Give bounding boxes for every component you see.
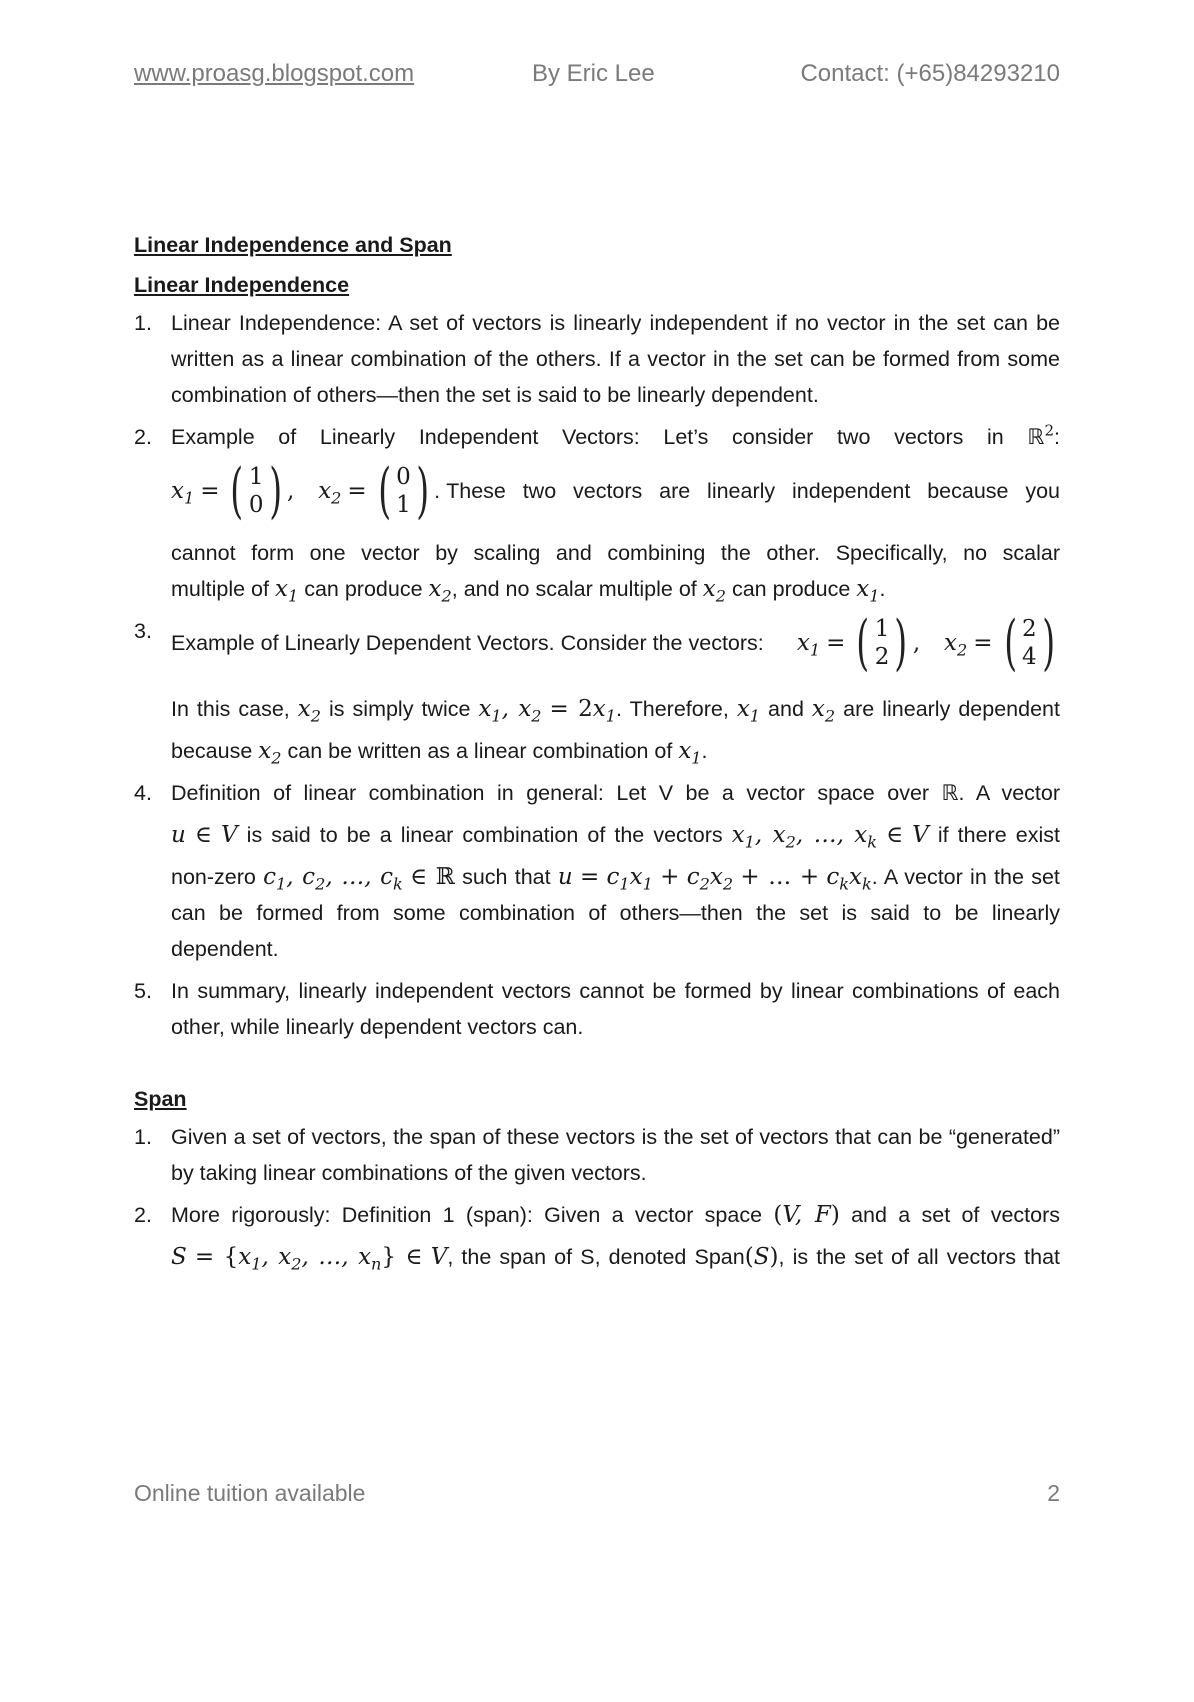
- list-item-text: More rigorously: Definition 1 (span): Given a vector space: [171, 1203, 763, 1227]
- list-item: 3. Example of Linearly Dependent Vectors. Consider the vectors: $x_1$ = ( 1 2 ) , $x_2$ = ( 2 4 ) In this case, $x_2$ is simply twice $x_1$, $x_2 = 2x_1$. Therefore, $x_1$ and $x_2$ are linearly dependent because $x_2$ can be written as a linear combination of $x_1$.: [134, 608, 1060, 768]
- list-item-text: multiple of: [171, 577, 269, 601]
- list-item-text: can be formed from some combination of others—then the set is said to be linearly dependent.: [171, 901, 1060, 961]
- section-heading-span: Span: [134, 1087, 187, 1111]
- list-item-text: because: [171, 739, 253, 763]
- list-item: 2. More rigorously: Definition 1 (span): Given a vector space (V, F) and a set of vectors $S = \{x_1$, $x_2$, …, $x_n$} ∈ V, the span of S, denoted Span(S), is the set of all vectors that: [134, 1197, 1060, 1275]
- list-item-text: In summary, linearly independent vectors cannot be formed by linear combinations of each other, while linearly dependent vectors can.: [171, 979, 1060, 1039]
- footer-note: Online tuition available: [134, 1480, 366, 1506]
- list-item-text: In this case,: [171, 697, 290, 721]
- document-body: [134, 227, 1060, 1281]
- list-number: 4.: [134, 781, 152, 805]
- list-item-text: Definition of linear combination in general: Let V be a vector space over ℝ. A vector: [171, 781, 1060, 805]
- list-number: 2.: [134, 1203, 152, 1227]
- span-list: [134, 1119, 1060, 1275]
- list-item: 4. Definition of linear combination in general: Let V be a vector space over ℝ. A vector u ∈ V is said to be a linear combination of the vectors $x_1$, $x_2$, …, $x_k$ ∈ V if there exist non-zero $c_1$, $c_2$, …, $c_k$ ∈ ℝ such that $u = c_1x_1 + c_2x_2$ + … + $c_kx_k$. A vector in the set can be formed from some combination of others—then the set is said to be linearly dependent.: [134, 775, 1060, 967]
- list-item: [134, 973, 1060, 1045]
- list-item-text: . A vector in the set: [871, 865, 1060, 889]
- list-number: 5.: [134, 979, 152, 1003]
- list-item: [134, 1119, 1060, 1191]
- list-item-text: and: [768, 697, 804, 721]
- section-heading-linear-independence: Linear Independence: [134, 273, 350, 297]
- list-item-text: , the span of S, denoted Span: [447, 1245, 745, 1269]
- list-item-text: can produce: [731, 577, 851, 601]
- page-number: 2: [1047, 1480, 1060, 1506]
- list-item-text: Given a set of vectors, the span of these vectors is the set of vectors that can be “generated” by taking linear combinations of the given vectors.: [171, 1125, 1060, 1185]
- vector-x2: ( 0 1 ): [377, 456, 429, 526]
- header-site-link[interactable]: www.proasg.blogspot.com: [134, 60, 415, 87]
- list-item: [134, 305, 1060, 413]
- list-item-text: is simply twice: [329, 697, 471, 721]
- vector-x1: ( 1 2 ): [856, 608, 908, 678]
- list-item-text: is said to be a linear combination of the vectors: [246, 823, 723, 847]
- list-item-text: are linearly dependent: [843, 697, 1060, 721]
- list-item-text: , and no scalar multiple of: [451, 577, 697, 601]
- list-number: 1.: [134, 311, 152, 335]
- document-title: Linear Independence and Span: [134, 233, 452, 257]
- list-item-text: and a set of vectors: [851, 1203, 1060, 1227]
- independent-vectors-equation: $x_1$ = ( 1 0 ) , $x_2$ = ( 0 1 ) . These two vectors are linearly independent because you: [171, 456, 1060, 526]
- list-item-text: non-zero: [171, 865, 256, 889]
- list-item-text: Linear Independence: A set of vectors is linearly independent if no vector in the set can be written as a linear combination of the others. If a vector in the set can be formed from some combination of others—then the set is said to be linearly dependent.: [171, 311, 1060, 407]
- linear-independence-list: [134, 305, 1060, 1045]
- list-item-text: if there exist: [937, 823, 1060, 847]
- list-item-text: such that: [462, 865, 551, 889]
- list-number: 2.: [134, 425, 152, 449]
- vector-x2: ( 2 4 ): [1003, 608, 1055, 678]
- list-item-text: can be written as a linear combination of: [287, 739, 673, 763]
- list-item-text: cannot form one vector by scaling and combining the other. Specifically, no scalar: [171, 541, 1060, 565]
- header-contact: Contact: (+65)84293210: [800, 60, 1060, 87]
- header-author: By Eric Lee: [532, 60, 655, 87]
- list-item-text: . Therefore,: [616, 697, 729, 721]
- list-item-text: Example of Linearly Dependent Vectors. Consider the vectors:: [171, 631, 764, 655]
- list-item-text: can produce: [304, 577, 423, 601]
- list-item: 2. Example of Linearly Independent Vectors: Let’s consider two vectors in ℝ$^2$: $x_1$ = ( 1 0 ) , $x_2$ = ( 0 1 ) . These two vectors are linearly independent because you cannot form one vector by scaling and combining the other. Specifically, no scalar multiple of $x_1$ can produce $x_2$, and no scalar multiple of $x_2$ can produce $x_1$.: [134, 419, 1060, 607]
- vector-x1: ( 1 0 ): [230, 456, 282, 526]
- list-item-text: These two vectors are linearly independent because you: [446, 479, 1060, 503]
- list-item-text: Example of Linearly Independent Vectors: Let’s consider two vectors in ℝ: [171, 425, 1045, 449]
- list-number: 3.: [134, 619, 152, 643]
- list-item-text: , is the set of all vectors that: [778, 1245, 1061, 1269]
- list-number: 1.: [134, 1125, 152, 1149]
- dependent-vectors-equation: $x_1$ = ( 1 2 ) , $x_2$ = ( 2 4 ): [797, 613, 1060, 673]
